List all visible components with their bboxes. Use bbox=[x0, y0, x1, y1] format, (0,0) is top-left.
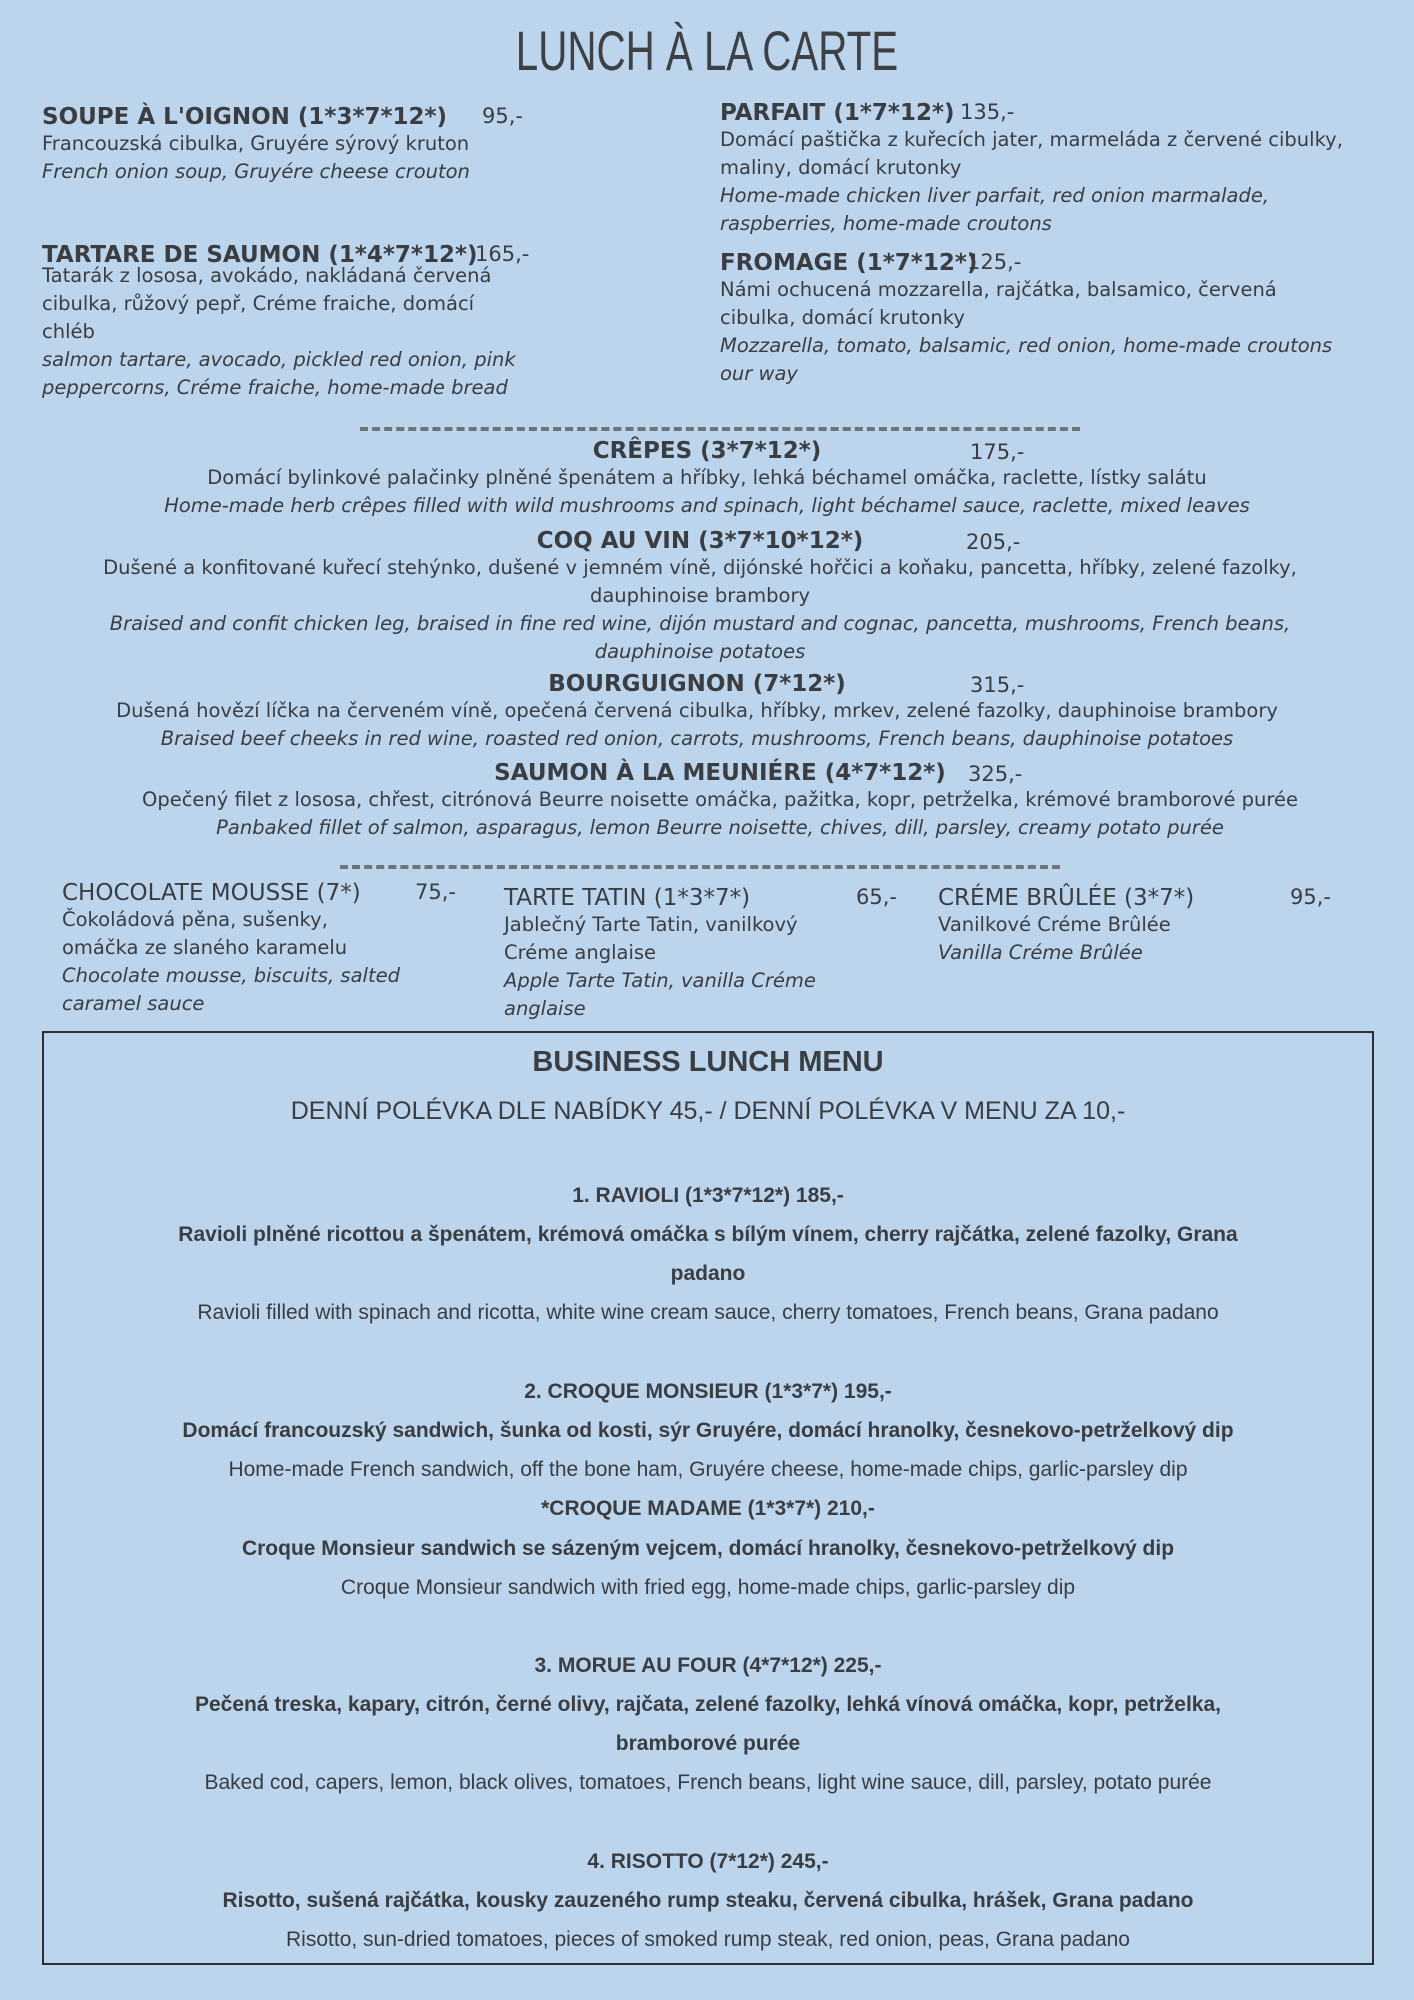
item-desc-cz: Dušené a konfitované kuřecí stehýnko, dušené v jemném víně, dijónské hořčici a koňaku, pancetta, hříbky, zelené fazolky, dauphinoise brambory bbox=[103, 556, 1297, 607]
item-desc-en: Vanilla Créme Brûlée bbox=[938, 941, 1143, 964]
item-name: FROMAGE (1*7*12*) bbox=[720, 250, 978, 276]
business-desc-en: Risotto, sun-dried tomatoes, pieces of smoked rump steak, red onion, peas, Grana padano bbox=[286, 1928, 1130, 1951]
item-desc-en: Panbaked fillet of salmon, asparagus, lemon Beurre noisette, chives, dill, parsley, creamy potato purée bbox=[216, 816, 1224, 839]
business-desc-cz: Croque Monsieur sandwich se sázeným vejcem, domácí hranolky, česnekovo-petrželkový dip bbox=[241, 1537, 1175, 1560]
item-desc-en: Braised and confit chicken leg, braised in fine red wine, dijón mustard and cognac, pancetta, mushrooms, French beans, dauphinoise potatoes bbox=[109, 612, 1291, 663]
item-name: COQ AU VIN (3*7*10*12*) bbox=[536, 528, 864, 554]
item-price: 125,- bbox=[967, 250, 1022, 274]
item-desc-cz: Domácí bylinkové palačinky plněné špenátem a hříbky, lehká béchamel omáčka, raclette, lístky salátu bbox=[207, 466, 1207, 489]
item-price: 315,- bbox=[970, 673, 1025, 697]
business-item-ravioli: 1. RAVIOLI (1*3*7*12*) 185,- bbox=[572, 1184, 844, 1207]
item-desc-en: Home-made chicken liver parfait, red onion marmalade, raspberries, home-made croutons bbox=[720, 184, 1270, 235]
daily-soup-line: DENNÍ POLÉVKA DLE NABÍDKY 45,- / DENNÍ POLÉVKA V MENU ZA 10,- bbox=[290, 1097, 1126, 1125]
menu-item-coq-au-vin bbox=[55, 528, 1345, 666]
item-desc-en: salmon tartare, avocado, pickled red onion, pink peppercorns, Créme fraiche, home-made bread bbox=[42, 348, 516, 399]
item-desc-cz: Námi ochucená mozzarella, rajčátka, balsamico, červená cibulka, domácí krutonky bbox=[720, 278, 1277, 329]
menu-item-tartare bbox=[42, 242, 532, 402]
item-price: 95,- bbox=[1290, 885, 1331, 909]
item-desc-en: Chocolate mousse, biscuits, salted caramel sauce bbox=[62, 964, 400, 1015]
item-desc-en: Mozzarella, tomato, balsamic, red onion, home-made croutons our way bbox=[720, 334, 1333, 385]
business-desc-en: Baked cod, capers, lemon, black olives, tomatoes, French beans, light wine sauce, dill, parsley, potato purée bbox=[204, 1771, 1212, 1794]
menu-item-soupe bbox=[42, 104, 532, 186]
menu-item-chocolate-mousse bbox=[62, 880, 462, 1018]
business-desc-cz: Domácí francouzský sandwich, šunka od kosti, sýr Gruyére, domácí hranolky, česnekovo-petrželkový dip bbox=[182, 1419, 1234, 1442]
item-name: BOURGUIGNON (7*12*) bbox=[548, 671, 846, 697]
item-desc-en: French onion soup, Gruyére cheese crouton bbox=[42, 160, 470, 183]
business-desc-en: Croque Monsieur sandwich with fried egg, home-made chips, garlic-parsley dip bbox=[340, 1576, 1076, 1599]
item-price: 135,- bbox=[960, 100, 1015, 124]
menu-item-bourguignon bbox=[10, 671, 1384, 753]
business-desc-cz: Risotto, sušená rajčátka, kousky zauzeného rump steaku, červená cibulka, hrášek, Grana padano bbox=[222, 1889, 1194, 1912]
menu-item-crepes bbox=[20, 438, 1394, 520]
business-desc-en: Home-made French sandwich, off the bone ham, Gruyére cheese, home-made chips, garlic-parsley dip bbox=[228, 1458, 1188, 1481]
item-price: 65,- bbox=[856, 885, 897, 909]
business-desc-cz: padano bbox=[670, 1262, 746, 1285]
business-item-croque-madame: *CROQUE MADAME (1*3*7*) 210,- bbox=[541, 1497, 875, 1520]
item-name: SAUMON À LA MEUNIÉRE (4*7*12*) bbox=[494, 760, 946, 786]
item-desc-cz: Francouzská cibulka, Gruyére sýrový kruton bbox=[42, 132, 470, 155]
item-desc-cz: Vanilkové Créme Brûlée bbox=[938, 913, 1171, 936]
business-item-morue: 3. MORUE AU FOUR (4*7*12*) 225,- bbox=[534, 1654, 882, 1677]
business-desc-cz: Pečená treska, kapary, citrón, černé olivy, rajčata, zelené fazolky, lehká vínová omáčka, kopr, petrželka, bbox=[194, 1693, 1221, 1716]
item-desc-cz: Čokoládová pěna, sušenky, omáčka ze slaného karamelu bbox=[62, 908, 348, 959]
item-desc-en: Apple Tarte Tatin, vanilla Créme anglaise bbox=[504, 969, 816, 1020]
item-desc-cz: Opečený filet z lososa, chřest, citrónová Beurre noisette omáčka, pažitka, kopr, petrželka, krémové bramborové purée bbox=[141, 788, 1299, 811]
business-lunch-box bbox=[42, 1031, 1374, 1965]
menu-item-parfait bbox=[720, 100, 1360, 238]
item-desc-cz: Jablečný Tarte Tatin, vanilkový Créme anglaise bbox=[504, 913, 798, 964]
item-name: PARFAIT (1*7*12*) bbox=[720, 100, 955, 126]
item-price: 325,- bbox=[968, 762, 1023, 786]
business-item-risotto: 4. RISOTTO (7*12*) 245,- bbox=[587, 1850, 829, 1873]
item-name: TARTE TATIN (1*3*7*) bbox=[504, 885, 751, 911]
business-desc-cz: Ravioli plněné ricottou a špenátem, krémová omáčka s bílým vínem, cherry rajčátka, zelené fazolky, Grana bbox=[178, 1223, 1238, 1246]
item-name: SOUPE À L'OIGNON (1*3*7*12*) bbox=[42, 104, 448, 130]
menu-item-creme-brulee bbox=[938, 885, 1338, 967]
divider-dashed bbox=[360, 427, 1080, 431]
item-name: CRÊPES (3*7*12*) bbox=[592, 438, 822, 464]
item-desc-cz: Tatarák z lososa, avokádo, nakládaná červená cibulka, růžový pepř, Créme fraiche, domácí chléb bbox=[42, 264, 492, 343]
item-desc-cz: Domácí paštička z kuřecích jater, marmeláda z červené cibulky, maliny, domácí krutonky bbox=[720, 128, 1343, 179]
menu-item-tarte-tatin bbox=[504, 885, 904, 1023]
divider-dashed bbox=[340, 865, 1060, 869]
business-item-croque-monsieur: 2. CROQUE MONSIEUR (1*3*7*) 195,- bbox=[524, 1380, 892, 1403]
item-desc-cz: Dušená hovězí líčka na červeném víně, opečená červená cibulka, hříbky, mrkev, zelené fazolky, dauphinoise brambory bbox=[116, 699, 1278, 722]
item-price: 175,- bbox=[970, 440, 1025, 464]
business-desc-cz: bramborové purée bbox=[615, 1732, 801, 1755]
menu-item-fromage bbox=[720, 250, 1360, 388]
page-title: LUNCH À LA CARTE bbox=[515, 19, 899, 82]
menu-item-saumon bbox=[60, 760, 1380, 842]
item-price: 165,- bbox=[475, 242, 530, 266]
business-desc-en: Ravioli filled with spinach and ricotta, white wine cream sauce, cherry tomatoes, French beans, Grana padano bbox=[197, 1301, 1219, 1324]
item-price: 95,- bbox=[482, 104, 523, 128]
item-price: 205,- bbox=[966, 530, 1021, 554]
item-name: CRÉME BRÛLÉE (3*7*) bbox=[938, 885, 1195, 911]
item-price: 75,- bbox=[415, 880, 456, 904]
item-desc-en: Home-made herb crêpes filled with wild mushrooms and spinach, light béchamel sauce, raclette, mixed leaves bbox=[164, 494, 1250, 517]
business-title: BUSINESS LUNCH MENU bbox=[532, 1046, 884, 1078]
item-desc-en: Braised beef cheeks in red wine, roasted red onion, carrots, mushrooms, French beans, dauphinoise potatoes bbox=[160, 727, 1234, 750]
item-name: CHOCOLATE MOUSSE (7*) bbox=[62, 880, 361, 906]
item-name: TARTARE DE SAUMON (1*4*7*12*) bbox=[42, 242, 478, 268]
